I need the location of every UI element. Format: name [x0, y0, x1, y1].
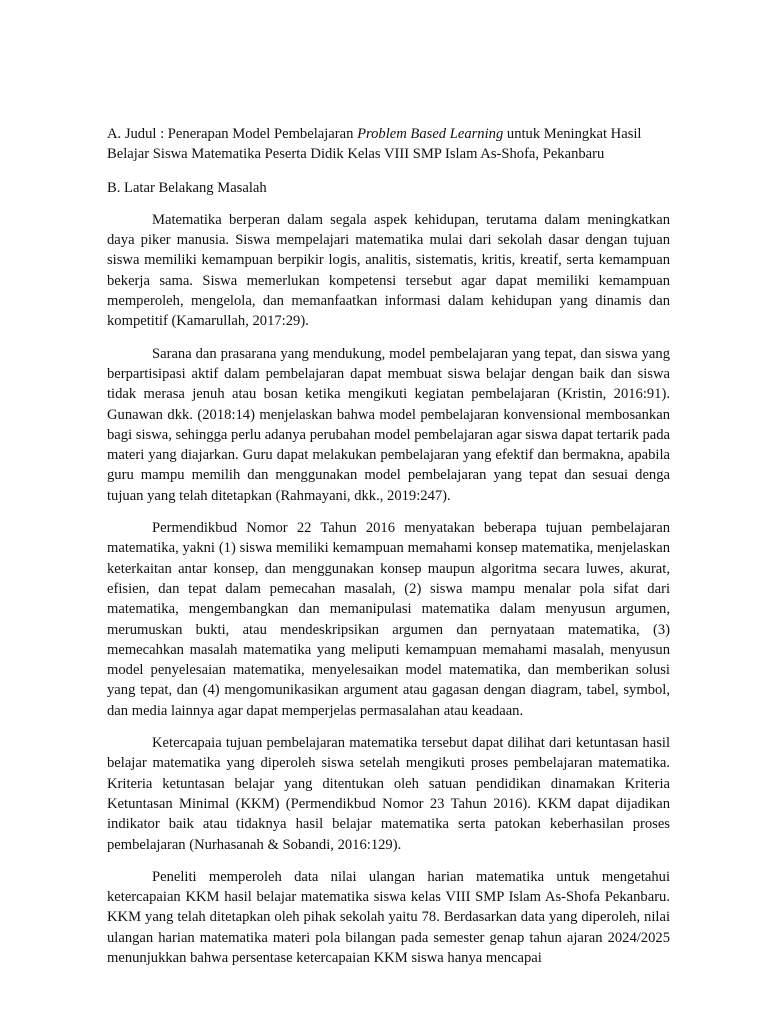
title-italic-term: Problem Based Learning — [357, 126, 504, 142]
document-page — [107, 124, 670, 980]
paragraph-3: Permendikbud Nomor 22 Tahun 2016 menyatakan beberapa tujuan pembelajaran matematika, yakni (1) siswa memiliki kemampuan memahami konsep matematika, menjelaskan keterkaitan antar konsep, dan menggunakan konsep maupun algoritma secara luwes, akurat, efisien, dan tepat dalam pemecahan masalah, (2) siswa mampu menalar pola sifat dari matematika, mengembangkan dan memanipulasi matematika dalam menyusun argumen, merumuskan bukti, atau mendeskripsikan argumen dan pernyataan matematika, (3) memecahkan masalah matematika yang meliputi kemampuan memahami masalah, menyusun model penyelesaian matematika, menyelesaikan model matematika, dan memberikan solusi yang tepat, dan (4) mengomunikasikan argument atau gagasan dengan diagram, tabel, symbol, dan media lainnya agar dapat memperjelas permasalahan atau keadaan. — [107, 520, 670, 719]
title-prefix: A. Judul : Penerapan Model Pembelajaran — [107, 126, 358, 142]
paragraph-4: Ketercapaia tujuan pembelajaran matematika tersebut dapat dilihat dari ketuntasan hasil belajar matematika yang diperoleh siswa setelah mengikuti proses pembelajaran matematika. Kriteria ketuntasan belajar yang ditentukan oleh satuan pendidikan dinamakan Kriteria Ketuntasan Minimal (KKM) (Permendikbud Nomor 23 Tahun 2016). KKM dapat dijadikan indikator baik atau tidaknya hasil belajar matematika serta patokan keberhasilan proses pembelajaran (Nurhasanah & Sobandi, 2016:129). — [107, 735, 670, 853]
paragraph-2: Sarana dan prasarana yang mendukung, model pembelajaran yang tepat, dan siswa yang berpartisipasi aktif dalam pembelajaran dapat membuat siswa belajar dengan baik dan siswa tidak merasa jenuh atau bosan ketika mengikuti kegiatan pembelajaran (Kristin, 2016:91). Gunawan dkk. (2018:14) menjelaskan bahwa model pembelajaran konvensional membosankan bagi siswa, sehingga perlu adanya perubahan model pembelajaran agar siswa dapat tertarik pada materi yang diajarkan. Guru dapat melakukan pembelajaran yang efektif dan bermakna, apabila guru mampu memilih dan menggunakan model pembelajaran yang tepat dan sesuai denga tujuan yang telah ditetapkan (Rahmayani, dkk., 2019:247). — [107, 345, 670, 504]
section-heading: B. Latar Belakang Masalah — [107, 179, 267, 196]
title-suffix: untuk Meningkat Hasil Belajar Siswa Matematika Peserta Didik Kelas VIII SMP Islam As-Shofa, Pekanbaru — [107, 126, 642, 163]
paragraph-5: Peneliti memperoleh data nilai ulangan harian matematika untuk mengetahui ketercapaian KKM hasil belajar matematika siswa kelas VIII SMP Islam As-Shofa Pekanbaru. KKM yang telah ditetapkan oleh pihak sekolah yaitu 78. Berdasarkan data yang diperoleh, nilai ulangan harian matematika materi pola bilangan pada semester genap tahun ajaran 2024/2025 menunjukkan bahwa persentase ketercapaian KKM siswa hanya mencapai — [107, 868, 670, 966]
document-title — [107, 124, 670, 165]
paragraph-1: Matematika berperan dalam segala aspek kehidupan, terutama dalam meningkatkan daya piker manusia. Siswa mempelajari matematika mulai dari sekolah dasar dengan tujuan siswa memiliki kemampuan berpikir logis, analitis, sistematis, kritis, kreatif, serta kemampuan bekerja sama. Siswa memerlukan kompetensi tersebut agar dapat memiliki kemampuan memperoleh, mengelola, dan memanfaatkan informasi dalam kehidupan yang dinamis dan kompetitif (Kamarullah, 2017:29). — [107, 211, 670, 330]
